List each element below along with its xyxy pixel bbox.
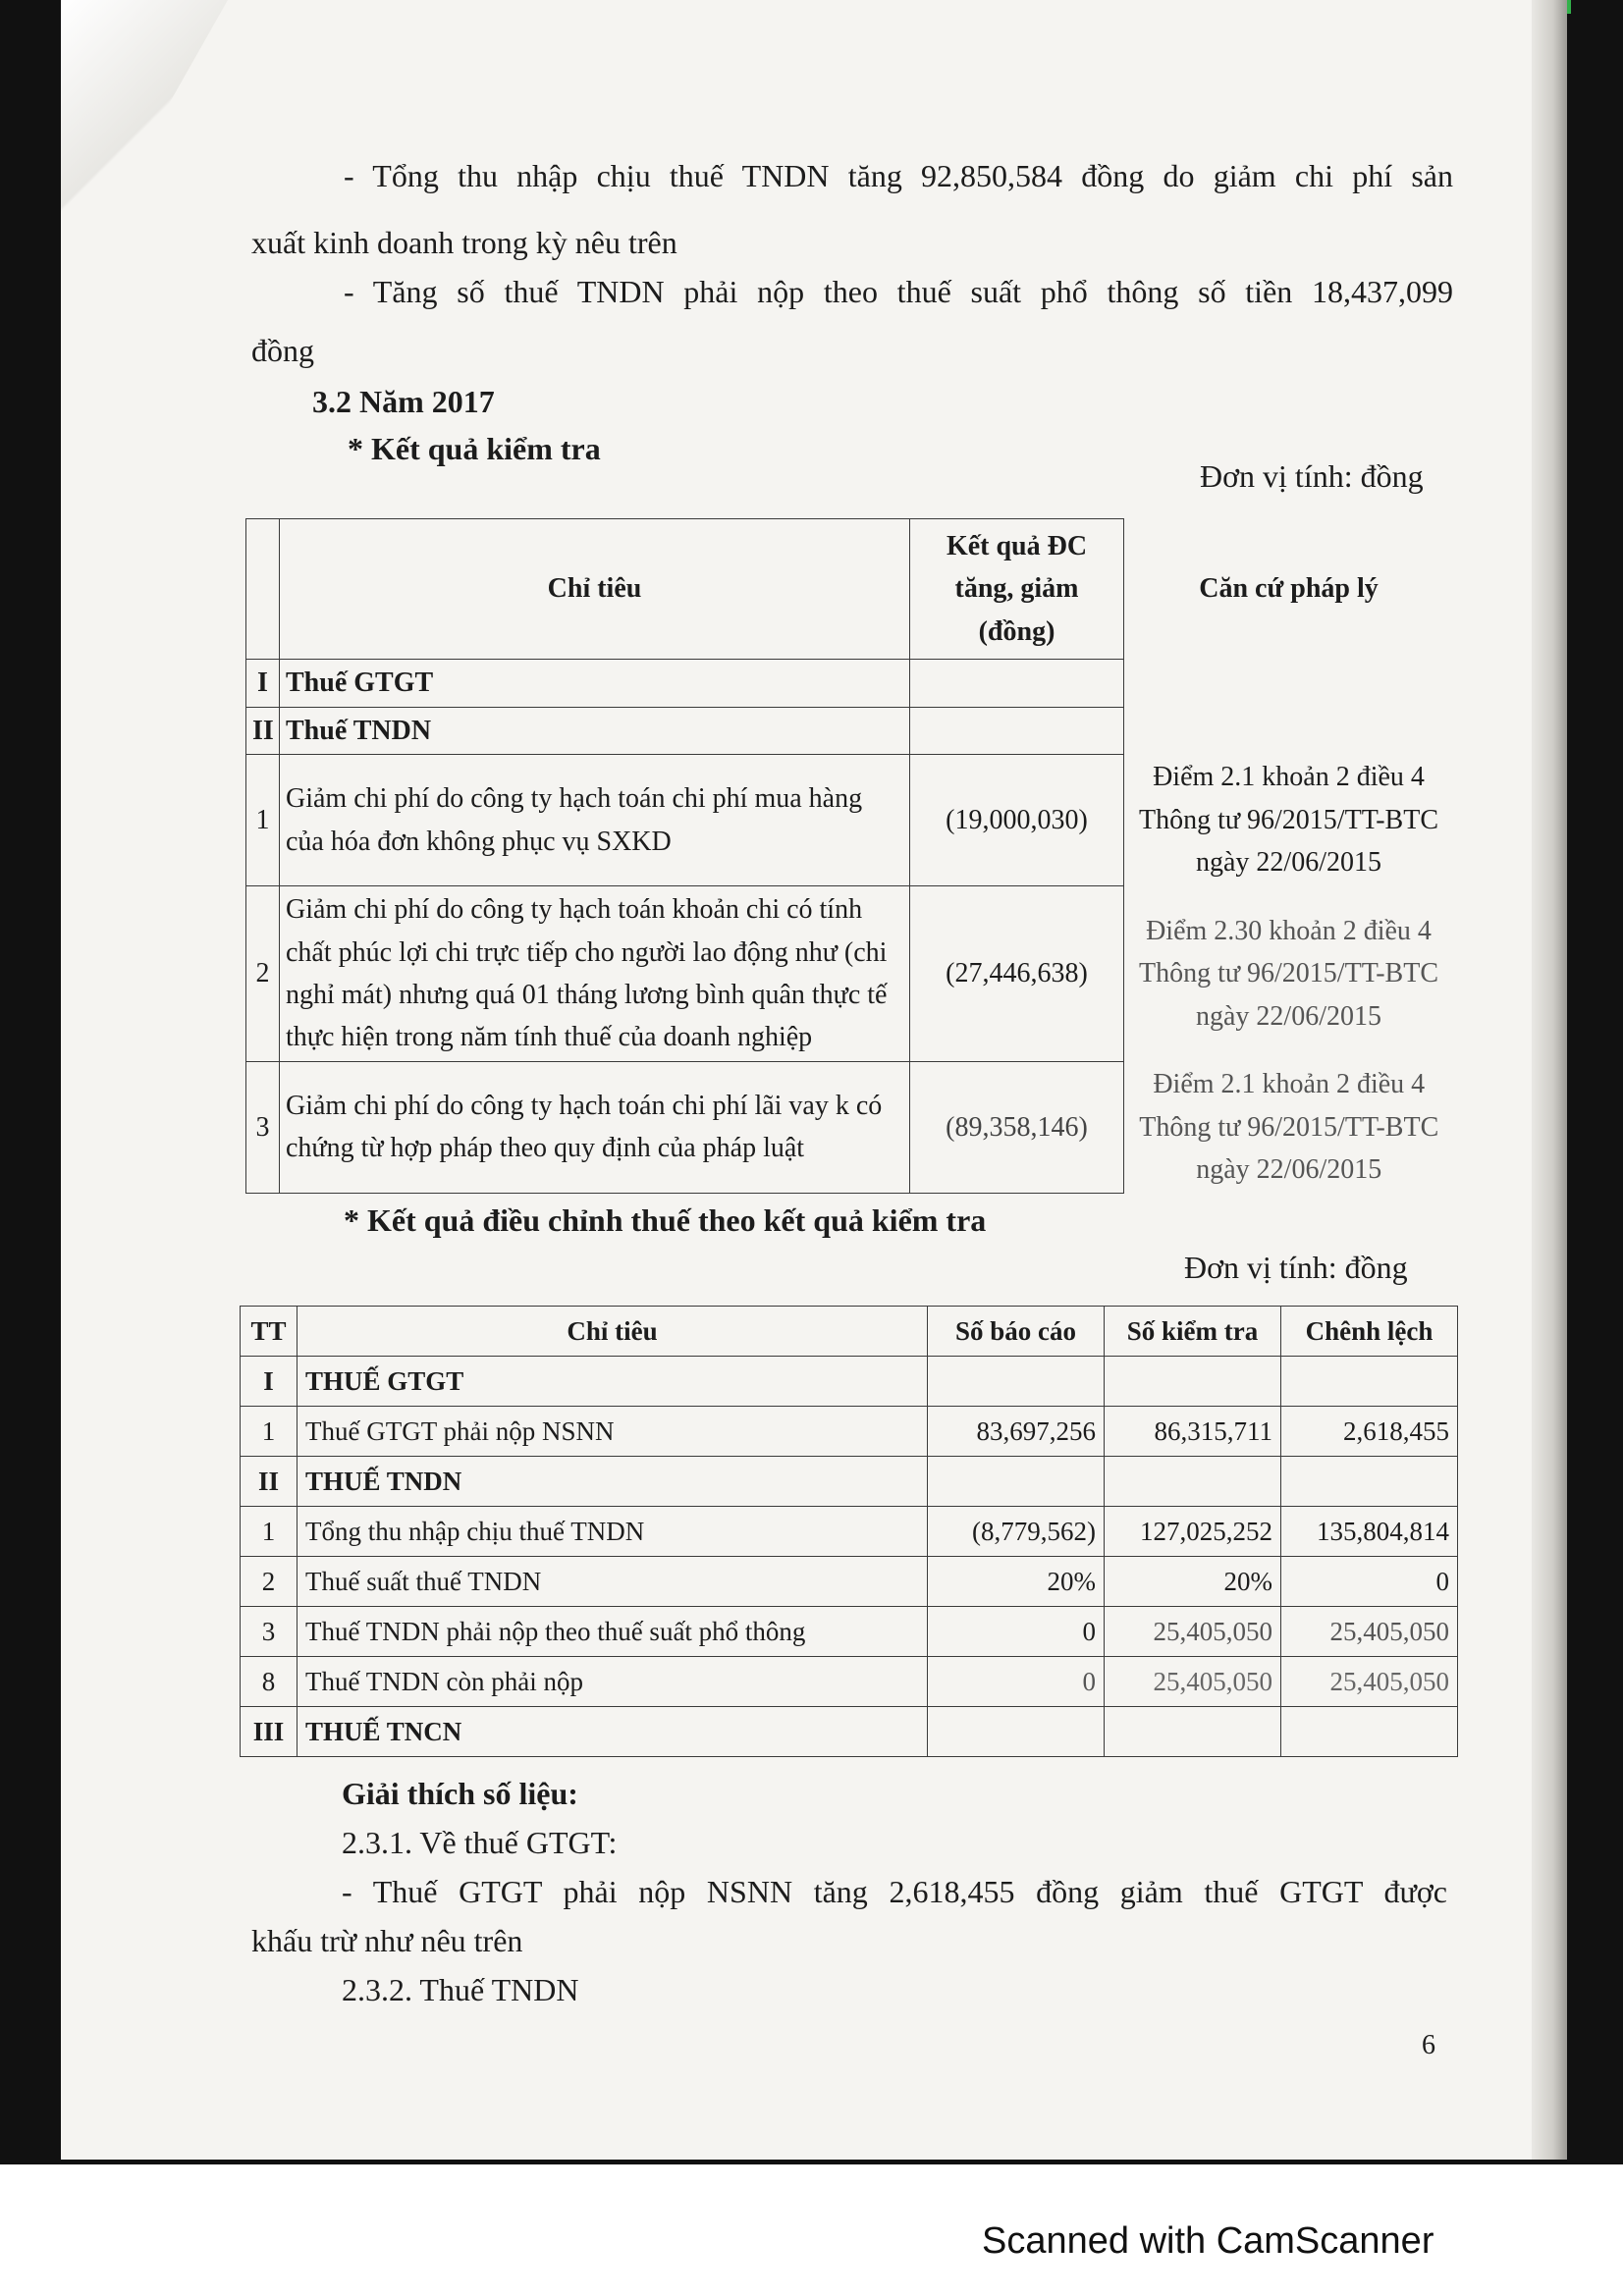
header-checked: Số kiểm tra bbox=[1105, 1307, 1281, 1357]
table-row bbox=[241, 1407, 1458, 1457]
row-number: 2 bbox=[246, 886, 280, 1062]
row-legal-basis: Điểm 2.1 khoản 2 điều 4 Thông tư 96/2015/TT-BTC ngày 22/06/2015 bbox=[1139, 1069, 1439, 1185]
tax-adjustment-table bbox=[240, 1306, 1458, 1757]
page-number: 6 bbox=[1422, 2030, 1435, 2060]
table-row bbox=[246, 1061, 1454, 1193]
table-cell bbox=[910, 660, 1124, 707]
row-diff: 2,618,455 bbox=[1281, 1407, 1458, 1457]
explanation-item: 2.3.2. Thuế TNDN bbox=[342, 1972, 579, 2007]
unit-label: Đơn vị tính: đồng bbox=[1184, 1250, 1408, 1285]
paragraph-line: khấu trừ như nêu trên bbox=[251, 1923, 523, 1958]
row-indicator: Thuế GTGT phải nộp NSNN bbox=[298, 1407, 928, 1457]
row-tt: 1 bbox=[241, 1407, 298, 1457]
row-checked: 127,025,252 bbox=[1105, 1507, 1281, 1557]
paragraph-line: xuất kinh doanh trong kỳ nêu trên bbox=[251, 225, 677, 260]
table-row bbox=[246, 754, 1454, 885]
row-diff bbox=[1281, 1707, 1458, 1757]
row-diff: 135,804,814 bbox=[1281, 1507, 1458, 1557]
paragraph-line: - Thuế GTGT phải nộp NSNN tăng 2,618,455 đồng giảm thuế GTGT được bbox=[342, 1874, 1447, 1909]
inspection-results-table bbox=[245, 518, 1454, 1194]
header-indicator: Chỉ tiêu bbox=[280, 519, 910, 660]
row-reported bbox=[928, 1707, 1105, 1757]
table-section-row bbox=[246, 660, 1454, 707]
row-amount: (27,446,638) bbox=[910, 886, 1124, 1062]
row-number: 3 bbox=[246, 1061, 280, 1193]
table-header-row bbox=[241, 1307, 1458, 1357]
section-roman: I bbox=[246, 660, 280, 707]
table-row bbox=[246, 886, 1454, 1062]
table-cell bbox=[1124, 660, 1454, 707]
row-description: Giảm chi phí do công ty hạch toán khoản chi có tính chất phúc lợi chi trực tiếp cho người lao động như (chi nghỉ mát) nhưng quá 01 tháng lương bình quân thực tế thực hiện trong năm tính thuế của doanh nghiệp bbox=[280, 886, 910, 1062]
row-tt: II bbox=[241, 1457, 298, 1507]
explanation-heading: Giải thích số liệu: bbox=[342, 1776, 578, 1811]
header-tt: TT bbox=[241, 1307, 298, 1357]
row-tt: 8 bbox=[241, 1657, 298, 1707]
row-description: Giảm chi phí do công ty hạch toán chi phí lãi vay k có chứng từ hợp pháp theo quy định của pháp luật bbox=[280, 1061, 910, 1193]
table-section-row bbox=[241, 1707, 1458, 1757]
paragraph-line: - Tăng số thuế TNDN phải nộp theo thuế suất phổ thông số tiền 18,437,099 bbox=[344, 274, 1453, 309]
table-row bbox=[241, 1657, 1458, 1707]
table-section-row bbox=[246, 707, 1454, 754]
row-diff: 0 bbox=[1281, 1557, 1458, 1607]
row-checked bbox=[1105, 1707, 1281, 1757]
section-label: Thuế TNDN bbox=[280, 707, 910, 754]
row-description: Giảm chi phí do công ty hạch toán chi phí mua hàng của hóa đơn không phục vụ SXKD bbox=[280, 754, 910, 885]
table-row bbox=[241, 1557, 1458, 1607]
header-reported: Số báo cáo bbox=[928, 1307, 1105, 1357]
table-cell bbox=[246, 519, 280, 660]
header-legal: Căn cứ pháp lý bbox=[1199, 573, 1379, 605]
table-section-row bbox=[241, 1357, 1458, 1407]
row-reported bbox=[928, 1357, 1105, 1407]
section-roman: II bbox=[246, 707, 280, 754]
section-subheading: * Kết quả điều chỉnh thuế theo kết quả kiểm tra bbox=[344, 1202, 987, 1238]
paragraph-line: - Tổng thu nhập chịu thuế TNDN tăng 92,850,584 đồng do giảm chi phí sản bbox=[344, 158, 1453, 193]
row-indicator: Thuế TNDN còn phải nộp bbox=[298, 1657, 928, 1707]
unit-label: Đơn vị tính: đồng bbox=[1200, 458, 1424, 494]
table-cell bbox=[1124, 707, 1454, 754]
row-diff: 25,405,050 bbox=[1281, 1657, 1458, 1707]
header-indicator: Chỉ tiêu bbox=[298, 1307, 928, 1357]
row-indicator: THUẾ GTGT bbox=[298, 1357, 928, 1407]
row-reported bbox=[928, 1457, 1105, 1507]
table-header-row bbox=[246, 519, 1454, 660]
section-heading: 3.2 Năm 2017 bbox=[312, 384, 495, 419]
row-tt: 3 bbox=[241, 1607, 298, 1657]
row-tt: I bbox=[241, 1357, 298, 1407]
row-diff bbox=[1281, 1357, 1458, 1407]
row-indicator: THUẾ TNCN bbox=[298, 1707, 928, 1757]
row-legal-basis: Điểm 2.30 khoản 2 điều 4 Thông tư 96/2015/TT-BTC ngày 22/06/2015 bbox=[1138, 915, 1439, 1032]
section-subheading: * Kết quả kiểm tra bbox=[348, 431, 601, 466]
row-checked bbox=[1105, 1357, 1281, 1407]
row-indicator: Tổng thu nhập chịu thuế TNDN bbox=[298, 1507, 928, 1557]
table-row bbox=[241, 1607, 1458, 1657]
row-reported: 83,697,256 bbox=[928, 1407, 1105, 1457]
row-reported: 0 bbox=[928, 1657, 1105, 1707]
row-diff bbox=[1281, 1457, 1458, 1507]
row-tt: III bbox=[241, 1707, 298, 1757]
row-tt: 2 bbox=[241, 1557, 298, 1607]
row-amount: (19,000,030) bbox=[910, 754, 1124, 885]
header-diff: Chênh lệch bbox=[1281, 1307, 1458, 1357]
row-checked: 20% bbox=[1105, 1557, 1281, 1607]
paragraph-line: đồng bbox=[251, 333, 314, 368]
header-result: Kết quả ĐC tăng, giảm (đồng) bbox=[910, 519, 1124, 660]
row-checked bbox=[1105, 1457, 1281, 1507]
explanation-item: 2.3.1. Về thuế GTGT: bbox=[342, 1825, 618, 1860]
row-indicator: THUẾ TNDN bbox=[298, 1457, 928, 1507]
row-indicator: Thuế suất thuế TNDN bbox=[298, 1557, 928, 1607]
row-reported: 20% bbox=[928, 1557, 1105, 1607]
row-checked: 86,315,711 bbox=[1105, 1407, 1281, 1457]
row-reported: (8,779,562) bbox=[928, 1507, 1105, 1557]
row-number: 1 bbox=[246, 754, 280, 885]
table-section-row bbox=[241, 1457, 1458, 1507]
row-legal-basis: Điểm 2.1 khoản 2 điều 4 Thông tư 96/2015/TT-BTC ngày 22/06/2015 bbox=[1138, 762, 1439, 879]
section-label: Thuế GTGT bbox=[280, 660, 910, 707]
row-tt: 1 bbox=[241, 1507, 298, 1557]
table-row bbox=[241, 1507, 1458, 1557]
camscanner-watermark: Scanned with CamScanner bbox=[982, 2220, 1434, 2262]
row-diff: 25,405,050 bbox=[1281, 1607, 1458, 1657]
row-indicator: Thuế TNDN phải nộp theo thuế suất phổ thông bbox=[298, 1607, 928, 1657]
table-cell bbox=[910, 707, 1124, 754]
row-reported: 0 bbox=[928, 1607, 1105, 1657]
row-checked: 25,405,050 bbox=[1105, 1607, 1281, 1657]
row-checked: 25,405,050 bbox=[1105, 1657, 1281, 1707]
row-amount: (89,358,146) bbox=[910, 1061, 1124, 1193]
